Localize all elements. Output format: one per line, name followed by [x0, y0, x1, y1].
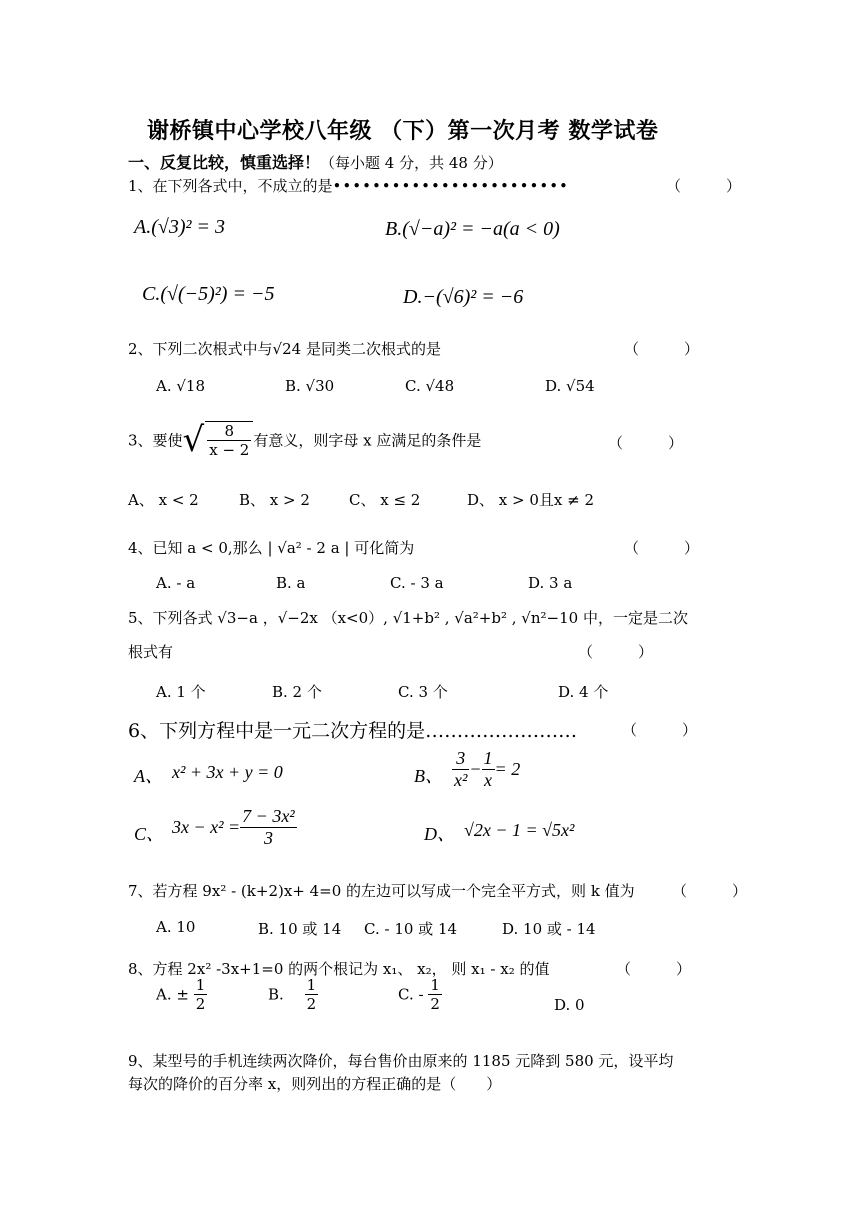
question-8-text: 8、方程 2x² -3x+1=0 的两个根记为 x₁、 x₂， 则 x₁ - x₂ 的值	[128, 960, 550, 978]
question-6-option-d-label: D、	[424, 824, 455, 844]
question-2-option-d: D. √54	[545, 377, 595, 395]
section-note: （每小题 4 分，共 48 分）	[320, 154, 503, 172]
question-6-option-b-label: B、	[414, 766, 443, 786]
question-1-option-d: D.−(√6)² = −6	[403, 286, 524, 308]
question-8-a-den: 2	[195, 995, 206, 1013]
exam-title: 谢桥镇中心学校八年级 （下）第一次月考 数学试卷	[147, 118, 659, 144]
question-8-c-fraction	[428, 976, 442, 1013]
question-6-text: 6、下列方程中是一元二次方程的是……………………	[128, 720, 578, 742]
question-3-option-c: C、 x ≤ 2	[349, 491, 421, 509]
question-6-c-fraction	[240, 806, 297, 849]
section-heading	[128, 150, 503, 173]
question-2-option-c: C. √48	[405, 377, 455, 395]
question-6-option-c-expr	[172, 806, 297, 849]
question-8-b-num: 1	[306, 976, 317, 994]
question-6-option-b-expr	[452, 748, 520, 791]
question-5-text: 5、下列各式 √3−a ，√−2x （x<0）, √1+b² , √a²+b² , √n²−10 中，一定是二次	[128, 609, 688, 627]
question-6-b-num-2: 1	[483, 748, 493, 768]
question-6-b-minus: −	[469, 759, 482, 779]
question-8-c-den: 2	[430, 995, 440, 1013]
question-6-option-d-expr: √2x − 1 = √5x²	[464, 820, 575, 840]
question-6-option-a-expr: x² + 3x + y = 0	[172, 762, 283, 782]
question-6-b-den-1: x²	[454, 770, 468, 790]
question-4-option-d: D. 3 a	[528, 574, 573, 592]
question-1-option-b: B.(√−a)² = −a(a < 0)	[385, 218, 560, 240]
question-1-dots: ••••••••••••••••••••••••	[332, 177, 569, 195]
question-3-option-a: A、 x < 2	[128, 491, 199, 509]
question-8-answer-blank: （ ）	[616, 960, 692, 978]
question-8-b-den: 2	[306, 995, 317, 1013]
question-9-text: 9、某型号的手机连续两次降价，每台售价由原来的 1185 元降到 580 元，设平均	[128, 1052, 674, 1070]
question-6-b-fraction-1	[452, 748, 469, 791]
question-8-option-d: D. 0	[554, 996, 585, 1014]
question-6-b-fraction-2	[482, 748, 495, 791]
question-7-option-d: D. 10 或 - 14	[502, 920, 596, 938]
question-1-answer-blank: （ ）	[666, 177, 742, 195]
question-1	[128, 175, 569, 196]
question-3-post: 有意义，则字母 x 应满足的条件是	[253, 431, 482, 450]
question-3-option-d: D、 x > 0且x ≠ 2	[467, 491, 595, 509]
question-3-pre: 3、要使	[128, 431, 183, 450]
question-3-denominator: x − 2	[209, 441, 250, 459]
question-3-numerator: 8	[207, 422, 251, 441]
question-8-b-label: B.	[268, 985, 284, 1004]
question-9-text-line2: 每次的降价的百分率 x，则列出的方程正确的是（ ）	[128, 1075, 502, 1093]
question-8-c-label: C. -	[398, 985, 424, 1004]
question-5-option-d: D. 4 个	[558, 683, 609, 701]
question-2-answer-blank: （ ）	[624, 340, 700, 358]
question-3-option-b: B、 x > 2	[239, 491, 310, 509]
question-8-c-num: 1	[430, 976, 440, 994]
question-8-a-label: A. ±	[156, 985, 189, 1004]
question-6-b-num-1: 3	[452, 748, 469, 770]
question-7-option-c: C. - 10 或 14	[364, 920, 458, 938]
question-2-option-a: A. √18	[156, 377, 206, 395]
question-6-answer-blank: （ ）	[622, 721, 698, 739]
question-4-option-a: A. - a	[156, 574, 196, 592]
question-2-text: 2、下列二次根式中与√24 是同类二次根式的是	[128, 340, 441, 358]
question-4-answer-blank: （ ）	[624, 539, 700, 557]
question-5-text-line2: 根式有	[128, 643, 174, 661]
question-4-option-c: C. - 3 a	[390, 574, 444, 592]
question-7-option-a: A. 10	[156, 918, 196, 936]
question-1-text: 1、在下列各式中，不成立的是	[128, 177, 333, 195]
question-8-option-b	[268, 976, 318, 1013]
question-6-c-lhs: 3x − x² =	[172, 817, 241, 837]
question-3-fraction	[207, 422, 251, 459]
question-1-option-a: A.(√3)² = 3	[134, 216, 226, 238]
question-4-option-b: B. a	[276, 574, 306, 592]
question-5-option-a: A. 1 个	[156, 683, 206, 701]
question-6-c-den: 3	[263, 828, 273, 848]
question-5-option-b: B. 2 个	[272, 683, 322, 701]
question-7-text: 7、若方程 9x² - (k+2)x+ 4=0 的左边可以写成一个完全平方式，则 k 值为	[128, 882, 635, 900]
question-3	[128, 420, 481, 460]
question-7-option-b: B. 10 或 14	[258, 920, 342, 938]
question-8-a-num: 1	[195, 976, 206, 994]
question-8-a-fraction	[194, 976, 208, 1013]
question-3-answer-blank: （ ）	[608, 434, 684, 452]
question-8-option-c	[398, 976, 442, 1013]
question-4-text: 4、已知 a < 0,那么 | √a² - 2 a | 可化简为	[128, 539, 415, 557]
question-1-option-c: C.(√(−5)²) = −5	[142, 283, 275, 305]
question-8-option-a	[156, 976, 207, 1013]
question-7-answer-blank: （ ）	[672, 882, 748, 900]
question-6-option-a-label: A、	[134, 766, 163, 786]
question-6-b-den-2: x	[484, 770, 493, 790]
question-6-c-num: 7 − 3x²	[242, 806, 295, 826]
question-6-b-rest: = 2	[494, 759, 521, 779]
question-6-option-c-label: C、	[134, 824, 165, 844]
question-5-answer-blank: （ ）	[578, 643, 654, 661]
radical-sign-icon: √	[182, 420, 205, 460]
question-2-option-b: B. √30	[285, 377, 335, 395]
section-heading-text: 一、反复比较，慎重选择！	[128, 153, 321, 172]
question-5-option-c: C. 3 个	[398, 683, 448, 701]
question-8-b-fraction	[305, 976, 319, 1013]
